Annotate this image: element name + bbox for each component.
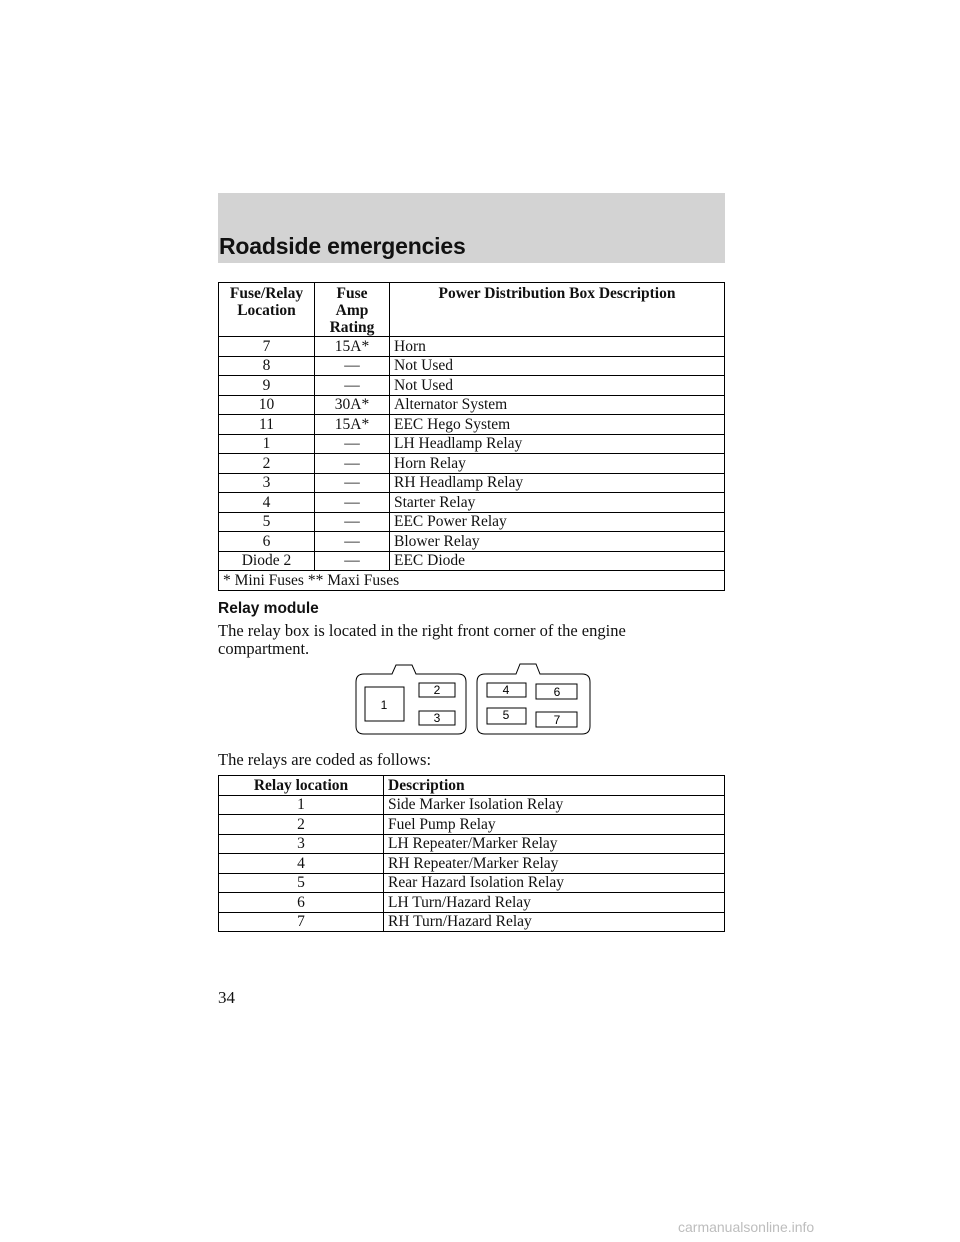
relay-label-3: 3 [433,711,441,725]
relay-label-6: 6 [553,685,561,699]
fuse-location-cell: 10 [219,395,315,415]
fuse-description-cell: Alternator System [390,395,725,415]
fuse-table-footnote-row [219,571,725,591]
table-row [219,912,725,932]
fuse-rating-cell: — [315,493,390,513]
fuse-description-cell: Starter Relay [390,493,725,513]
fuse-description-cell: Not Used [390,376,725,396]
fuse-description-cell: Horn [390,337,725,357]
fuse-location-cell: 11 [219,415,315,435]
fuse-rating-cell: — [315,376,390,396]
table-row [219,434,725,454]
fuse-description-cell: EEC Diode [390,551,725,571]
page-number: 34 [218,988,235,1007]
fuse-rating-cell: 15A* [315,415,390,435]
footer-watermark: carmanualsonline.info [678,1219,815,1235]
relay-box-diagram [350,660,600,742]
table-row [219,854,725,874]
fuse-description-cell: EEC Hego System [390,415,725,435]
relay-description-cell: Side Marker Isolation Relay [384,795,725,815]
relay-location-cell: 1 [219,795,384,815]
fuse-location-cell: 3 [219,473,315,493]
relay-location-cell: 4 [219,854,384,874]
relay-label-5: 5 [502,708,510,722]
fuse-location-cell: Diode 2 [219,551,315,571]
relay-location-cell: 6 [219,893,384,913]
fuse-rating-cell: — [315,356,390,376]
fuse-location-cell: 9 [219,376,315,396]
fuse-rating-cell: — [315,512,390,532]
fuse-rating-cell: 30A* [315,395,390,415]
table-row [219,356,725,376]
fuse-location-cell: 8 [219,356,315,376]
fuse-description-cell: LH Headlamp Relay [390,434,725,454]
relay-location-cell: 5 [219,873,384,893]
fuse-location-cell: 1 [219,434,315,454]
relay-description-cell: RH Repeater/Marker Relay [384,854,725,874]
relay-block-left [356,665,466,734]
fuse-location-cell: 4 [219,493,315,513]
relay-location-cell: 2 [219,815,384,835]
table-row [219,532,725,552]
table-row [219,415,725,435]
table-row [219,551,725,571]
relay-table-header-location: Relay location [219,776,384,796]
fuse-rating-cell: — [315,473,390,493]
table-row [219,454,725,474]
fuse-description-cell: Blower Relay [390,532,725,552]
relay-description-cell: LH Turn/Hazard Relay [384,893,725,913]
relay-table-header-row [219,776,725,796]
relay-location-cell: 3 [219,834,384,854]
relay-location-cell: 7 [219,912,384,932]
table-row [219,395,725,415]
table-row [219,512,725,532]
fuse-location-cell: 6 [219,532,315,552]
table-row [219,795,725,815]
table-row [219,493,725,513]
fuse-location-cell: 5 [219,512,315,532]
relay-description-cell: Rear Hazard Isolation Relay [384,873,725,893]
table-row [219,873,725,893]
fuse-table-footnote: * Mini Fuses ** Maxi Fuses [219,571,725,591]
fuse-location-cell: 7 [219,337,315,357]
table-row [219,376,725,396]
fuse-rating-cell: 15A* [315,337,390,357]
relay-table-header-description: Description [384,776,725,796]
fuse-description-cell: RH Headlamp Relay [390,473,725,493]
fuse-rating-cell: — [315,434,390,454]
fuse-table-header-row [219,283,725,337]
section-title: Roadside emergencies [219,233,466,259]
relay-label-1: 1 [380,698,388,712]
fuse-rating-cell: — [315,532,390,552]
relay-label-2: 2 [433,683,441,697]
fuse-rating-cell: — [315,551,390,571]
relay-label-7: 7 [553,713,561,727]
relay-description-cell: RH Turn/Hazard Relay [384,912,725,932]
relay-module-description: The relay box is located in the right front corner of the engine compartment. [218,621,626,658]
fuse-table-header-rating: Fuse Amp Rating [315,283,390,337]
fuse-location-cell: 2 [219,454,315,474]
fuse-description-cell: Not Used [390,356,725,376]
fuse-rating-cell: — [315,454,390,474]
relay-description-cell: Fuel Pump Relay [384,815,725,835]
table-row [219,893,725,913]
fuse-description-cell: Horn Relay [390,454,725,474]
fuse-table-header-description: Power Distribution Box Description [390,283,725,337]
fuse-table [218,282,725,591]
fuse-description-cell: EEC Power Relay [390,512,725,532]
relay-description-cell: LH Repeater/Marker Relay [384,834,725,854]
fuse-table-header-location: Fuse/Relay Location [219,283,315,337]
relay-coding-intro: The relays are coded as follows: [218,750,432,769]
table-row [219,337,725,357]
relay-module-heading: Relay module [218,600,319,617]
table-row [219,473,725,493]
table-row [219,815,725,835]
relay-label-4: 4 [502,683,510,697]
relay-table [218,775,725,932]
table-row [219,834,725,854]
